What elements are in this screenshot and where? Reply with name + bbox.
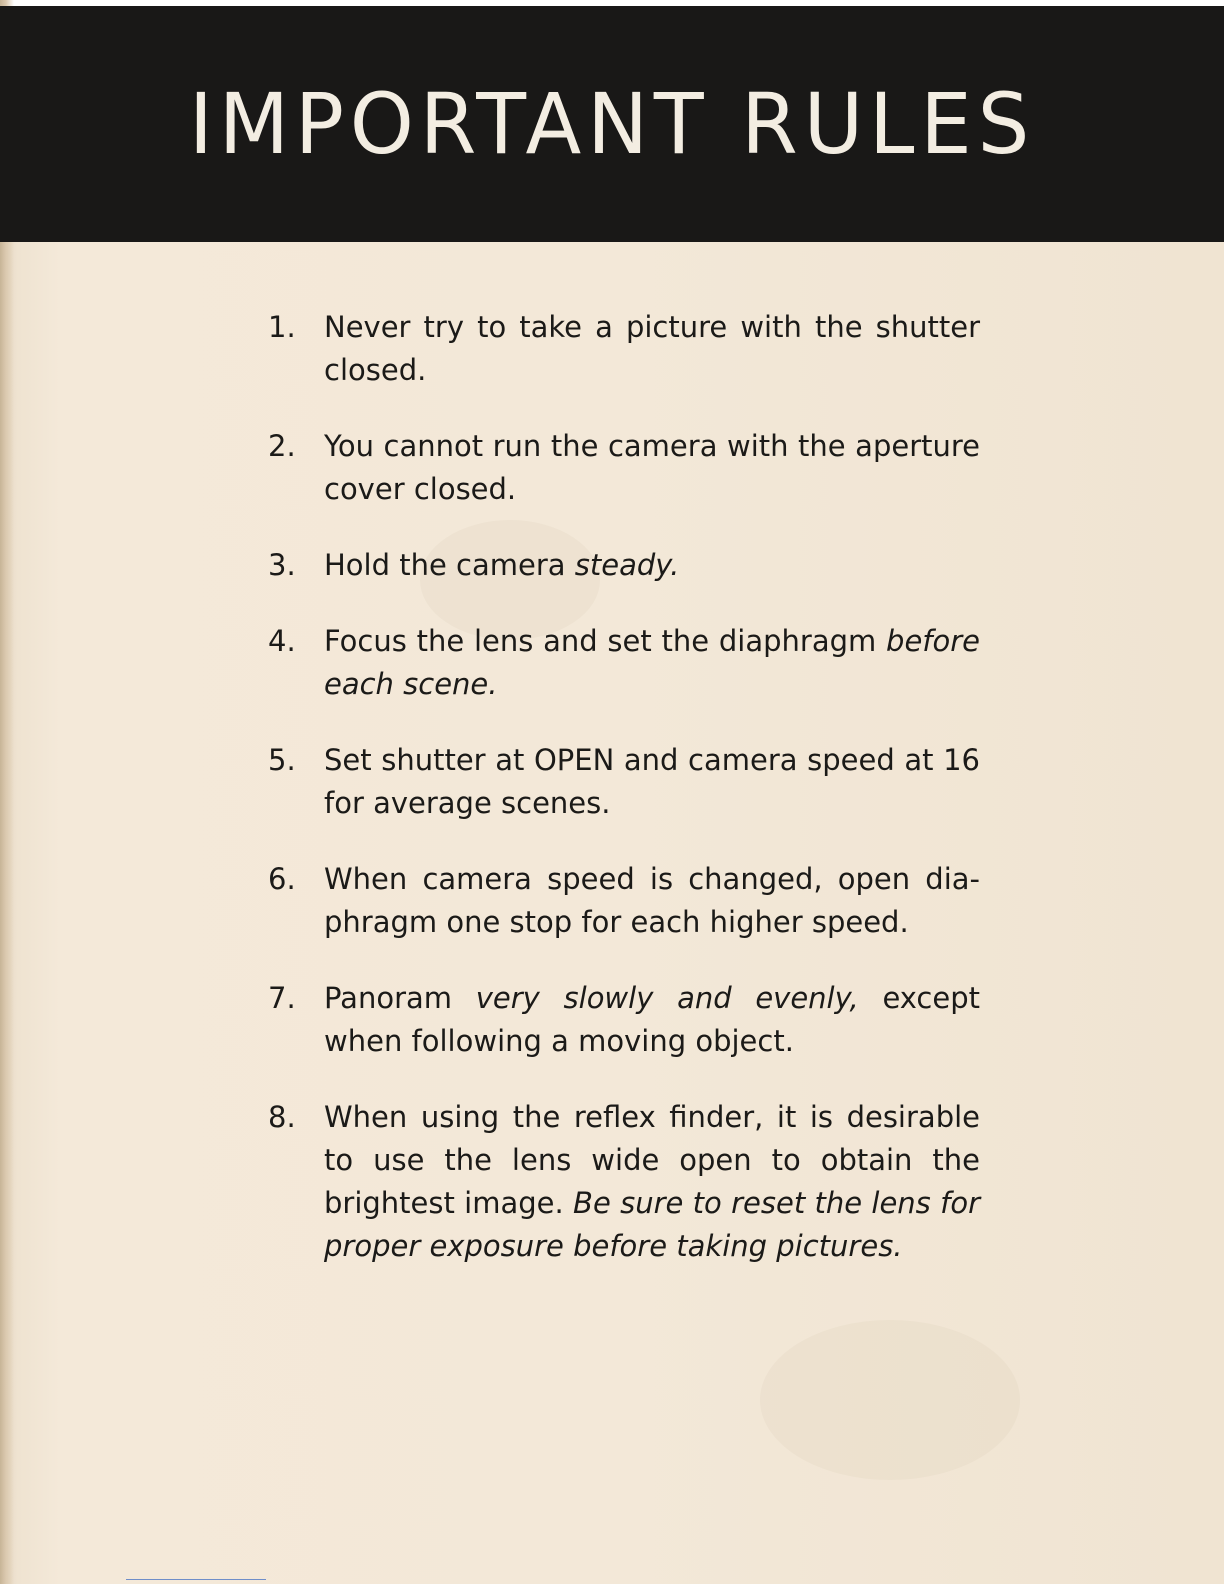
rule-number: 7. bbox=[268, 981, 296, 1015]
rule-item-3 bbox=[268, 544, 980, 587]
rule-text bbox=[324, 858, 980, 944]
rule-text-part: Set shutter at OPEN and camera speed at 16 for average scenes. bbox=[324, 743, 980, 820]
rule-text-part: Panoram bbox=[324, 981, 476, 1015]
rule-text-part: Focus the lens and set the diaphragm bbox=[324, 624, 887, 658]
page-title: IMPORTANT RULES bbox=[188, 75, 1036, 173]
paper-stain bbox=[760, 1320, 1020, 1480]
rule-text-part: You cannot run the camera with the aperture cover closed. bbox=[324, 429, 980, 506]
rules-list bbox=[268, 306, 980, 1301]
rule-number: 3. bbox=[268, 548, 296, 582]
rule-number: 5. bbox=[268, 743, 296, 777]
rule-item-1 bbox=[268, 306, 980, 392]
rule-text-part: Never try to take a picture with the shutter closed. bbox=[324, 310, 980, 387]
rule-item-5 bbox=[268, 739, 980, 825]
rule-text bbox=[324, 306, 980, 392]
rule-number: 6. bbox=[268, 862, 296, 896]
rule-text bbox=[324, 620, 980, 706]
rule-item-2 bbox=[268, 425, 980, 511]
rule-text bbox=[324, 425, 980, 511]
rule-number: 4. bbox=[268, 624, 296, 658]
rule-text-emphasis: Be sure to reset the lens for proper exposure before taking pictures. bbox=[324, 1186, 980, 1263]
rule-item-6 bbox=[268, 858, 980, 944]
rule-text-emphasis: very slowly and evenly, bbox=[475, 981, 859, 1015]
rule-text bbox=[324, 544, 980, 587]
rule-text-part: When camera speed is changed, open dia-phragm one stop for each higher speed. bbox=[324, 862, 980, 939]
rule-text-part: except when following a moving object. bbox=[324, 981, 980, 1058]
rule-text bbox=[324, 977, 980, 1063]
rule-number: 1. bbox=[268, 310, 296, 344]
rule-text-emphasis: before each scene. bbox=[324, 624, 980, 701]
rule-text bbox=[324, 739, 980, 825]
rule-number: 8. bbox=[268, 1100, 296, 1134]
rule-item-4 bbox=[268, 620, 980, 706]
rule-item-8 bbox=[268, 1096, 980, 1268]
rule-text-part: Hold the camera bbox=[324, 548, 575, 582]
rule-text bbox=[324, 1096, 980, 1268]
rule-text-emphasis: steady. bbox=[574, 548, 680, 582]
bottom-scan-line bbox=[126, 1579, 266, 1580]
rule-text-part: When using the reflex finder, it is desirable to use the lens wide open to obtain the brightest image. bbox=[324, 1100, 980, 1220]
rule-item-7 bbox=[268, 977, 980, 1063]
rule-number: 2. bbox=[268, 429, 296, 463]
